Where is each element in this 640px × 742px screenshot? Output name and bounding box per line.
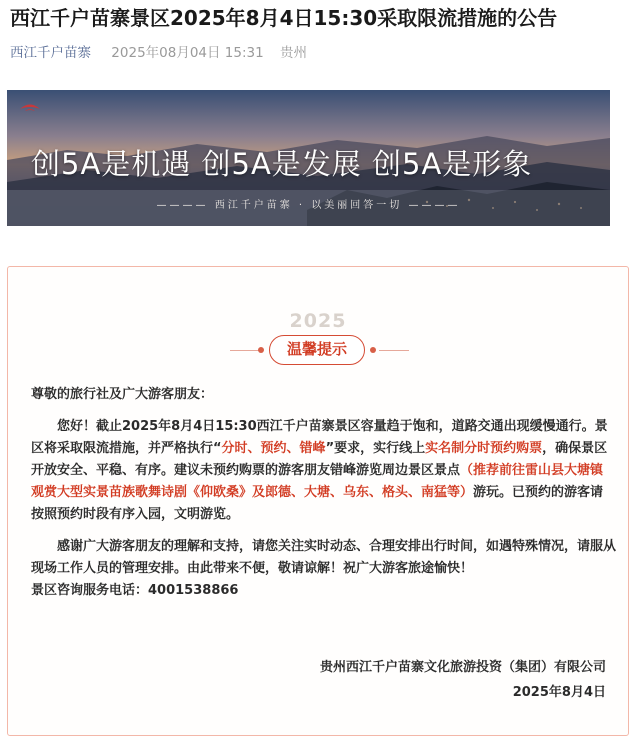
p1-text-d: 游玩。已预约的游客请按照预约时段有序入园，文明游览。 (31, 485, 604, 522)
notice-signature (320, 655, 606, 705)
notice-greeting: 尊敬的旅行社及广大游客朋友： (31, 387, 214, 402)
account-name-link[interactable]: 西江千户苗寨 (10, 45, 91, 61)
notice-badge: 温馨提示 (269, 335, 365, 365)
p1-highlight-recommend: （推荐前往雷山县大塘镇观赏大型实景苗族歌舞诗剧《仰欧桑》及郎德、大塘、乌东、格头、南猛等） (31, 463, 604, 500)
badge-dot-right-icon (370, 347, 376, 353)
badge-divider-right (379, 350, 409, 351)
notice-paragraph-2: 感谢广大游客朋友的理解和支持，请您关注实时动态、合理安排出行时间，如遇特殊情况，请服从现场工作人员的管理安排。由此带来不便，敬请谅解！祝广大游客旅途愉快！ (31, 539, 617, 576)
notice-body (31, 384, 616, 602)
p1-text-c: ，确保景区开放安全、平稳、有序。建议未预约购票的游客朋友错峰游览周边景区景点 (31, 441, 608, 478)
year-watermark: 2025 (289, 310, 347, 332)
brand-logo-icon (19, 100, 41, 118)
signature-date: 2025年8月4日 (512, 685, 606, 700)
notice-badge-row (8, 335, 628, 365)
p1-text-b: ”要求，实行线上 (325, 441, 426, 456)
banner-subline-text: 西江千户苗寨 · 以美丽回答一切 (214, 200, 403, 211)
publish-region: 贵州 (280, 45, 308, 61)
p1-highlight-peak: 分时、预约、错峰 (221, 441, 326, 456)
p1-highlight-booking: 实名制分时预约购票 (425, 441, 543, 456)
banner-subline (7, 196, 610, 211)
banner-image (7, 90, 610, 226)
publish-datetime: 2025年08月04日 15:31 (111, 45, 264, 61)
badge-divider-left (230, 350, 260, 351)
notice-paragraph-1 (31, 416, 616, 526)
banner-slogan: 创5A是机遇 创5A是发展 创5A是形象 (31, 147, 533, 181)
notice-hotline: 景区咨询服务电话：4001538866 (31, 583, 239, 598)
signature-organization: 贵州西江千户苗寨文化旅游投资（集团）有限公司 (319, 660, 606, 675)
article-meta (10, 43, 307, 63)
banner-subline-dash-right: ———— (402, 200, 461, 211)
badge-dot-left-icon (258, 347, 264, 353)
banner-subline-dash-left: ———— (156, 200, 215, 211)
article-title: 西江千户苗寨景区2025年8月4日15:30采取限流措施的公告 (10, 6, 558, 30)
p1-text-a: 您好！截止2025年8月4日15:30西江千户苗寨景区容量趋于饱和，道路交通出现缓慢通行。景区将采取限流措施，并严格执行“ (31, 419, 608, 456)
notice-card (7, 266, 629, 736)
